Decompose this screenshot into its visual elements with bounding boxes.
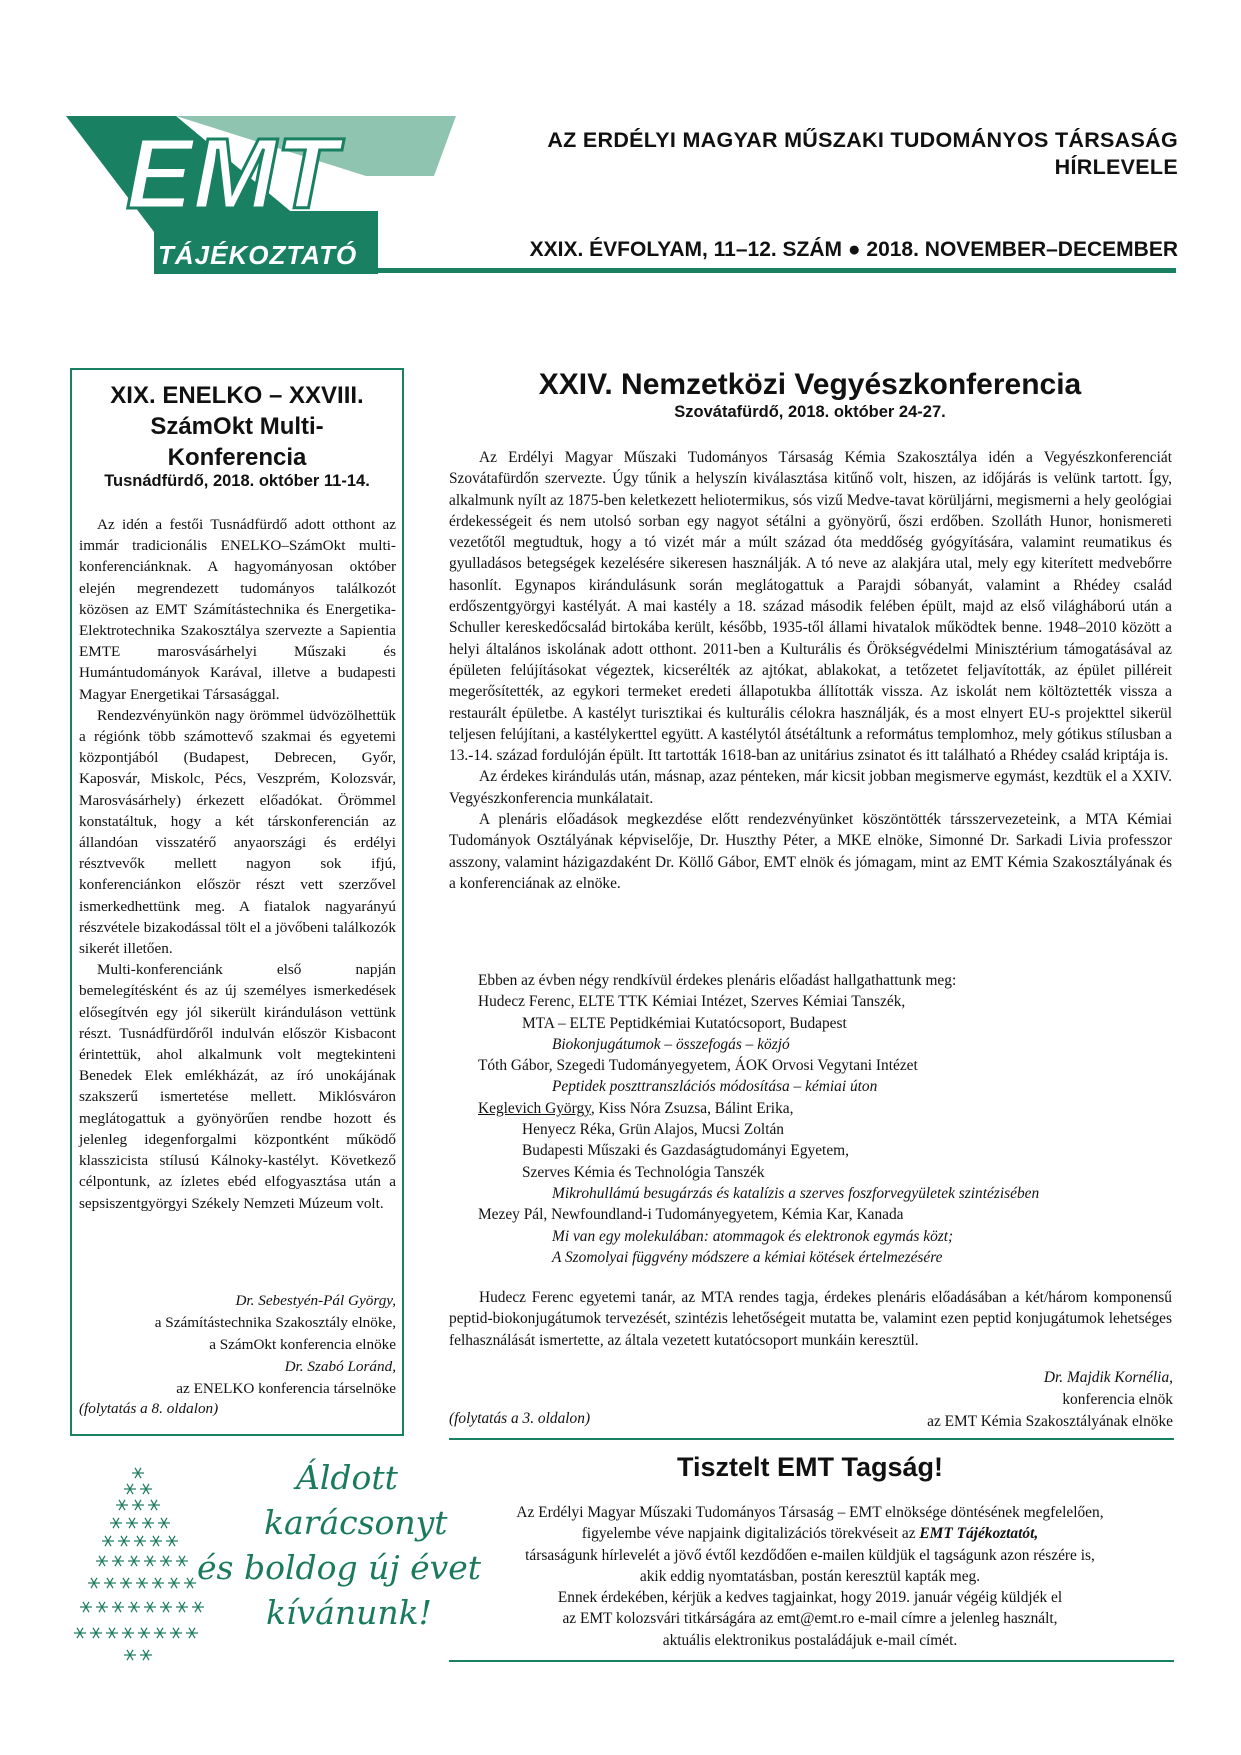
lecture-4-title-2: A Szomolyai függvény módszere a kémiai kötések értelmezésére bbox=[552, 1248, 943, 1266]
lecture-3-coauthors: , Kiss Nóra Zsuzsa, Bálint Erika, bbox=[590, 1099, 794, 1117]
left-article-body bbox=[79, 514, 396, 1214]
notice-bottom-rule bbox=[449, 1660, 1174, 1662]
notice-line: akik eddig nyomtatásban, postán keresztül kapták meg. bbox=[639, 1567, 981, 1585]
lecture-3-affiliation: Budapesti Műszaki és Gazdaságtudományi Egyetem, bbox=[522, 1142, 849, 1160]
left-article-subtitle: Tusnádfürdő, 2018. október 11-14. bbox=[104, 472, 370, 490]
main-continued-link[interactable]: (folytatás a 3. oldalon) bbox=[449, 1410, 591, 1427]
title-line-1: AZ ERDÉLYI MAGYAR MŰSZAKI TUDOMÁNYOS TÁRSASÁG bbox=[547, 128, 1178, 152]
lecture-1-affiliation: MTA – ELTE Peptidkémiai Kutatócsoport, Budapest bbox=[522, 1014, 847, 1032]
notice-body bbox=[450, 1502, 1170, 1651]
christmas-tree-icon bbox=[68, 1463, 208, 1673]
left-continued-link[interactable]: (folytatás a 8. oldalon) bbox=[79, 1400, 219, 1417]
logo-text: EMT bbox=[126, 118, 338, 230]
lecture-1-title: Biokonjugátumok – összefogás – közjó bbox=[552, 1035, 790, 1053]
main-article-title: XXIV. Nemzetközi Vegyészkonferencia bbox=[538, 368, 1082, 401]
lecture-3-coauthors-2: Henyecz Réka, Grün Alajos, Mucsi Zoltán bbox=[522, 1121, 785, 1139]
left-paragraph: Az idén a festői Tusnádfürdő adott otthont az immár tradicionális ENELKO–SzámOkt multi-konferenciánknak. A hagyományosan október elején megrendezett tudományos találkozót közösen az EMT Számítástechnika és Energetika-Elektrotechnika Szakosztálya szervezte a Sapientia EMTE marosvásárhelyi Műszaki és Humántudományok Karával, illetve a budapesti Magyar Energetikai Társasággal. bbox=[79, 516, 396, 703]
notice-line: az EMT kolozsvári titkárságára az emt@emt.ro e-mail címre a jelenleg használt, bbox=[562, 1610, 1058, 1628]
header-rule bbox=[376, 268, 1176, 273]
newsletter-title bbox=[480, 127, 1178, 181]
left-title-line-1: XIX. ENELKO – XXVIII. bbox=[110, 382, 364, 409]
notice-line-2a: figyelembe véve napjaink digitalizációs törekvéseit az bbox=[581, 1525, 920, 1543]
lecture-3-presenter: Keglevich György bbox=[478, 1099, 591, 1117]
issue-info: XXIX. ÉVFOLYAM, 11–12. SZÁM ● 2018. NOVEMBER–DECEMBER bbox=[529, 238, 1178, 261]
lectures-intro: Ebben az évben négy rendkívül érdekes plenáris előadást hallgathattunk meg: bbox=[478, 972, 957, 989]
lecture-4-title-1: Mi van egy molekulában: atommagok és elektronok egymás közt; bbox=[552, 1227, 954, 1245]
lecture-3-authors bbox=[478, 1098, 1178, 1119]
left-paragraph: Multi-konferenciánk első napján bemelegítésként és az új személyes ismerkedések elősegítvén egy jól sikerült kiránduláson vettünk részt. Tusnádfürdőről indulván először Kisbacont érintettük, ahol alkalmunk volt megtekinteni Benedek Elek emlékházát, az író unokájának szakszerű ismertetése mellett. Miklósváron meglátogattuk a gyönyörűen rendbe hozott és jelenleg idegenforgalmi központként működő klasszicista stílusú Kálnoky-kastélyt. Következő célpontunk, az ízletes ebéd elfogyasztása után a sepsiszentgyörgyi Székely Nemzeti Múzeum volt. bbox=[79, 961, 396, 1212]
main-paragraph: Az érdekes kirándulás után, másnap, azaz pénteken, már kicsit jobban megismerve egymást, kezdtük el a XXIV. Vegyészkonferencia munkálatait. bbox=[449, 768, 1172, 807]
main-sig-role2: az EMT Kémia Szakosztályának elnöke bbox=[927, 1413, 1173, 1430]
sig2-role: az ENELKO konferencia társelnöke bbox=[176, 1380, 396, 1397]
sig1-role2: a SzámOkt konferencia elnöke bbox=[209, 1336, 396, 1353]
holiday-greeting bbox=[197, 1455, 482, 1635]
greeting-line-3: és boldog új évet bbox=[197, 1548, 482, 1587]
notice-title: Tisztelt EMT Tagság! bbox=[676, 1452, 944, 1482]
emt-logo bbox=[66, 116, 456, 274]
main-paragraph: A plenáris előadások megkezdése előtt rendezvényünket köszöntötték társszervezeteink, a MTA Kémiai Tudományok Osztályának képviselője, Dr. Huszthy Péter, a MKE elnöke, Simonné Dr. Sarkadi Livia professzor asszony, valamint házigazdaként Dr. Köllő Gábor, EMT elnök és jómagam, mint az EMT Kémia Szakosztályának és a konferenciának az elnöke. bbox=[449, 811, 1172, 892]
sig2-name: Dr. Szabó Loránd, bbox=[284, 1358, 396, 1375]
lecture-1-author: Hudecz Ferenc, ELTE TTK Kémiai Intézet, Szerves Kémiai Tanszék, bbox=[478, 993, 906, 1011]
notice-line: aktuális elektronikus postaládájuk e-mail címét. bbox=[662, 1631, 958, 1649]
main-sig-role1: konferencia elnök bbox=[1062, 1391, 1173, 1408]
logo-subtext: TÁJÉKOZTATÓ bbox=[158, 240, 358, 270]
main-article-closing: Hudecz Ferenc egyetemi tanár, az MTA rendes tagja, érdekes plenáris előadásában a két/három komponensű peptid-biokonjugátumok tervezését, szintézis lehetőségeit mutatta be, valamint ezen peptid konjugátumok lehetséges felhasználását ismertette, az általa vezetett kutatócsoport munkáin keresztül. bbox=[449, 1289, 1172, 1349]
greeting-line-1: Áldott bbox=[296, 1458, 398, 1497]
greeting-line-4: kívánunk! bbox=[266, 1593, 432, 1632]
notice-publication-name: EMT Tájékoztatót, bbox=[919, 1525, 1039, 1543]
notice-line: Az Erdélyi Magyar Műszaki Tudományos Társaság – EMT elnöksége döntésének megfelelően, bbox=[516, 1504, 1104, 1521]
sig1-name: Dr. Sebestyén-Pál György, bbox=[235, 1292, 396, 1309]
left-article-signature bbox=[79, 1290, 396, 1400]
notice-line bbox=[450, 1523, 1170, 1544]
notice-line: társaságunk hírlevelét a jövő évtől kezdődően e-mailen küldjük el tagságunk azon részére is, bbox=[525, 1546, 1095, 1564]
title-line-2: HÍRLEVELE bbox=[1054, 155, 1178, 179]
main-sig-name: Dr. Majdik Kornélia, bbox=[1043, 1369, 1173, 1386]
left-title-line-2: SzámOkt Multi- bbox=[150, 413, 324, 440]
sig1-role1: a Számítástechnika Szakosztály elnöke, bbox=[154, 1314, 396, 1331]
lecture-2-title: Peptidek poszttranszlációs módosítása – kémiai úton bbox=[552, 1078, 878, 1096]
main-article-subtitle: Szovátafürdő, 2018. október 24-27. bbox=[674, 403, 946, 421]
main-article-body bbox=[449, 447, 1172, 894]
plenary-lectures-list bbox=[478, 970, 1178, 1268]
left-paragraph: Rendezvényünkön nagy örömmel üdvözölhettük a régiónk több számottevő szakmai és egyetemi központjából (Budapest, Debrecen, Győr, Kaposvár, Miskolc, Pécs, Veszprém, Kolozsvár, Marosvásárhely) érkezett előadókat. Örömmel konstatáltuk, hogy a két társkonferencián az állandóan visszatérő anyaországi és erdélyi résztvevők mellett nagyon sok ifjú, konferenciánkon először részt vett szerzővel ismerkedhettünk meg. A fiatalok nagyarányú részvétele bizakodással tölt el a jövőbeni találkozók sikerét illetően. bbox=[79, 706, 396, 958]
left-title-line-3: Konferencia bbox=[167, 444, 307, 471]
main-paragraph: Az Erdélyi Magyar Műszaki Tudományos Társaság Kémia Szakosztálya idén a Vegyészkonferenciát Szovátafürdőn szervezte. Úgy tűnik a helyszín kiválasztása kitűnő volt, hiszen, az időjárás is velünk tartott. Így, alkalmunk nyílt az 1875-ben keletkezett heliotermikus, sós vizű Medve-tavat körüljárni, megismerni a hely geológiai érdekességeit és nem utolsó sorban egy nagyot sétálni a gyönyörű, őszi erdőben. Szolláth Hunor, honismereti vezetőtől megtudtuk, hogy a tó vizét már a múlt század óta meddőség gyógyítására, valamint reumatikus és gyulladásos betegségek kezelésére sikeresen használják. A tó neve az alakjára utal, mely egy kiterített medvebőrre hasonlít. Egynapos kirándulásunk során meglátogattuk a Parajdi sóbanyát, valamint a Rhédey család erdőszentgyörgyi kastélyát. A mai kastély a 18. század második felében épült, majd az első világháború után a Schuller kereskedőcsalád birtokába került, később, 1935-től állami hivatalok működtek benne. 1948–2010 között a helyi általános iskolának adott otthont. 2011-ben a Kulturális és Örökségvédelmi Minisztérium támogatásával az épületen felújításokat végeztek, kicserélték az ajtókat, ablakokat, a tetőzetet feljavították, az épület pilléreit megerősítették, az egykori termeket eredeti állapotukba állították vissza. Az iskolát nem költöztették vissza a restaurált épületbe. A kastélyt turisztikai és kulturális célokra használják, és a most elnyert EU-s projekttel sikerül teljesen felújítani, a kastélykerttel együtt. A kastélytól átsétáltunk a református templomhoz, mely gótikus stílusban a 13.-14. század fordulóján épült. Itt tartották 1618-ban az unitárius zsinatot és itt található a Rhédey család kriptája is. bbox=[449, 449, 1172, 765]
left-article-title bbox=[72, 380, 402, 473]
main-article-signature bbox=[700, 1367, 1173, 1433]
lecture-2-author: Tóth Gábor, Szegedi Tudományegyetem, ÁOK Orvosi Vegytani Intézet bbox=[478, 1057, 918, 1075]
notice-top-rule bbox=[449, 1438, 1174, 1440]
lecture-4-author: Mezey Pál, Newfoundland-i Tudományegyetem, Kémia Kar, Kanada bbox=[478, 1206, 904, 1224]
greeting-line-2: karácsonyt bbox=[264, 1503, 448, 1542]
lecture-3-title: Mikrohullámú besugárzás és katalízis a szerves foszforvegyületek szintézisében bbox=[552, 1184, 1040, 1202]
lecture-3-department: Szerves Kémia és Technológia Tanszék bbox=[522, 1163, 765, 1181]
notice-line: Ennek érdekében, kérjük a kedves tagjainkat, hogy 2019. január végéig küldjék el bbox=[557, 1589, 1063, 1607]
